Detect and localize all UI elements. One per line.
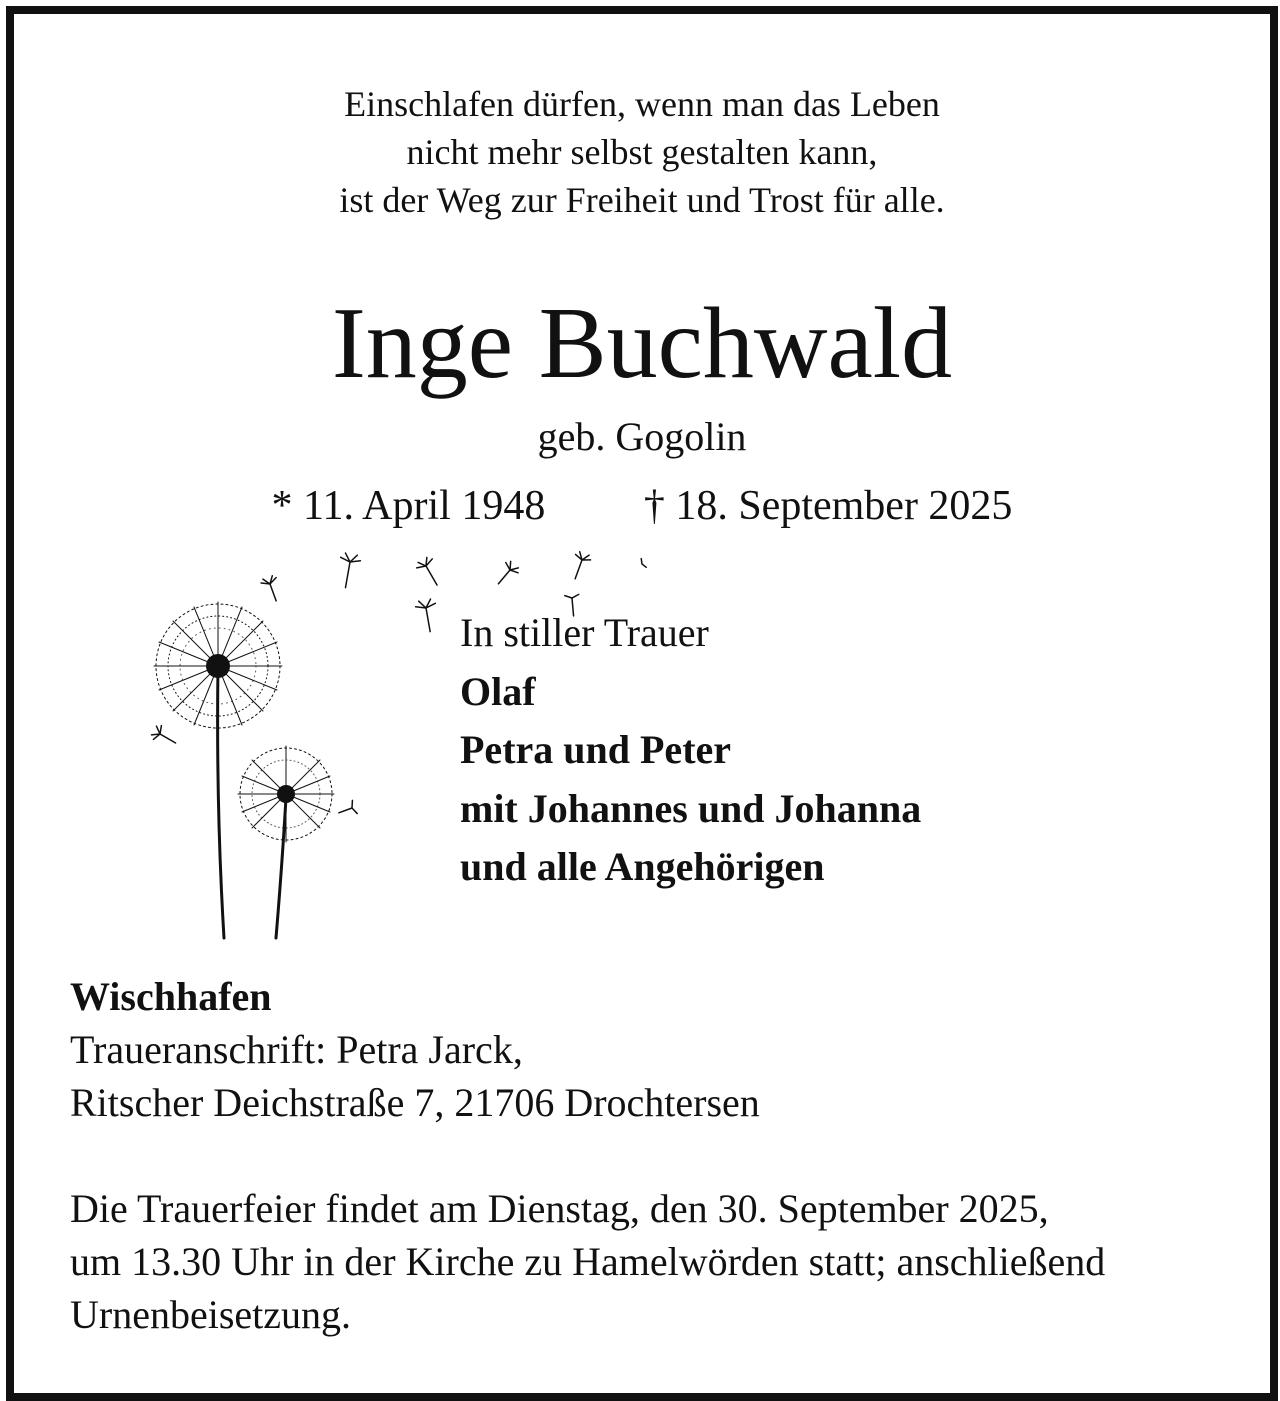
- mourner-name: mit Johannes und Johanna: [460, 785, 922, 831]
- contact-block: [70, 970, 760, 1129]
- mourning-address-line: Traueranschrift: Petra Jarck,: [70, 1027, 523, 1072]
- mourner-name: Olaf: [460, 668, 536, 714]
- mourning-intro: In stiller Trauer: [460, 610, 709, 655]
- obituary-notice: [6, 6, 1278, 1401]
- death-date: † 18. September 2025: [643, 483, 1013, 529]
- mourner-name: und alle Angehörigen: [460, 844, 825, 889]
- verse-line: nicht mehr selbst gestalten kann,: [406, 132, 878, 172]
- service-line: Die Trauerfeier findet am Dienstag, den 30. September 2025,: [70, 1186, 1049, 1231]
- service-line: um 13.30 Uhr in der Kirche zu Hamelwörden statt; anschließend: [70, 1239, 1106, 1284]
- memorial-verse: [14, 80, 1270, 224]
- service-line: Urnenbeisetzung.: [70, 1292, 352, 1337]
- deceased-name: Inge Buchwald: [331, 287, 953, 400]
- verse-line: ist der Weg zur Freiheit und Trost für alle.: [339, 180, 945, 220]
- mourners-block: [460, 604, 921, 897]
- life-dates: [14, 478, 1270, 534]
- birth-date: * 11. April 1948: [271, 483, 546, 529]
- mourner-name: Petra und Peter: [460, 727, 732, 772]
- maiden-name: geb. Gogolin: [537, 414, 747, 459]
- place-name: Wischhafen: [70, 974, 272, 1019]
- mourning-address-line: Ritscher Deichstraße 7, 21706 Drochtersen: [70, 1080, 760, 1125]
- service-info: [70, 1182, 1105, 1341]
- verse-line: Einschlafen dürfen, wenn man das Leben: [344, 84, 940, 124]
